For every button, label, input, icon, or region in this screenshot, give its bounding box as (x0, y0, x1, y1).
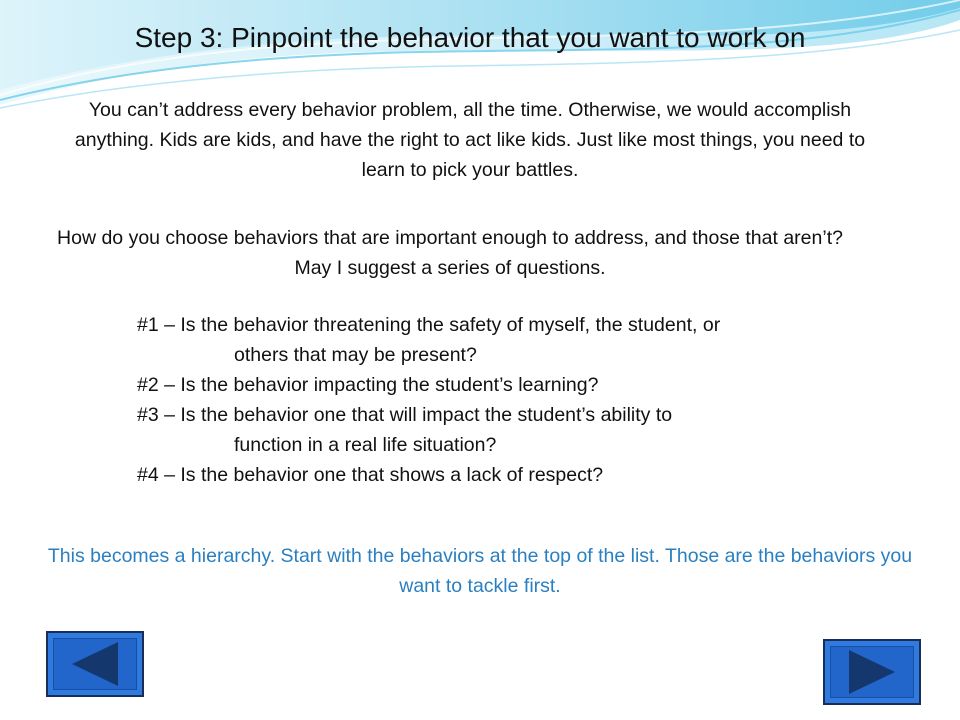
triangle-left-icon (48, 633, 142, 695)
question-list (137, 310, 877, 490)
previous-slide-button[interactable] (46, 631, 144, 697)
conclusion-paragraph: This becomes a hierarchy. Start with the behaviors at the top of the list. Those are the behaviors you want to tackle first. (47, 545, 913, 597)
triangle-right-icon (825, 641, 919, 703)
question-3: #3 – Is the behavior one that will impact the student’s ability to (137, 404, 673, 426)
question-3-continuation: function in a real life situation? (234, 434, 497, 456)
intro-paragraph: You can’t address every behavior problem, all the time. Otherwise, we would accomplish anything. Kids are kids, and have the right to act like kids. Just like most things, you need to learn to pick your battles. (74, 99, 866, 181)
question-1-continuation: others that may be present? (234, 344, 477, 366)
slide-title: Step 3: Pinpoint the behavior that you want to work on (134, 22, 806, 53)
question-intro-paragraph: How do you choose behaviors that are important enough to address, and those that aren’t? May I suggest a series of questions. (57, 227, 843, 279)
question-4: #4 – Is the behavior one that shows a lack of respect? (137, 464, 604, 486)
question-1: #1 – Is the behavior threatening the safety of myself, the student, or (137, 314, 721, 336)
next-slide-button[interactable] (823, 639, 921, 705)
question-2: #2 – Is the behavior impacting the student’s learning? (137, 374, 599, 396)
